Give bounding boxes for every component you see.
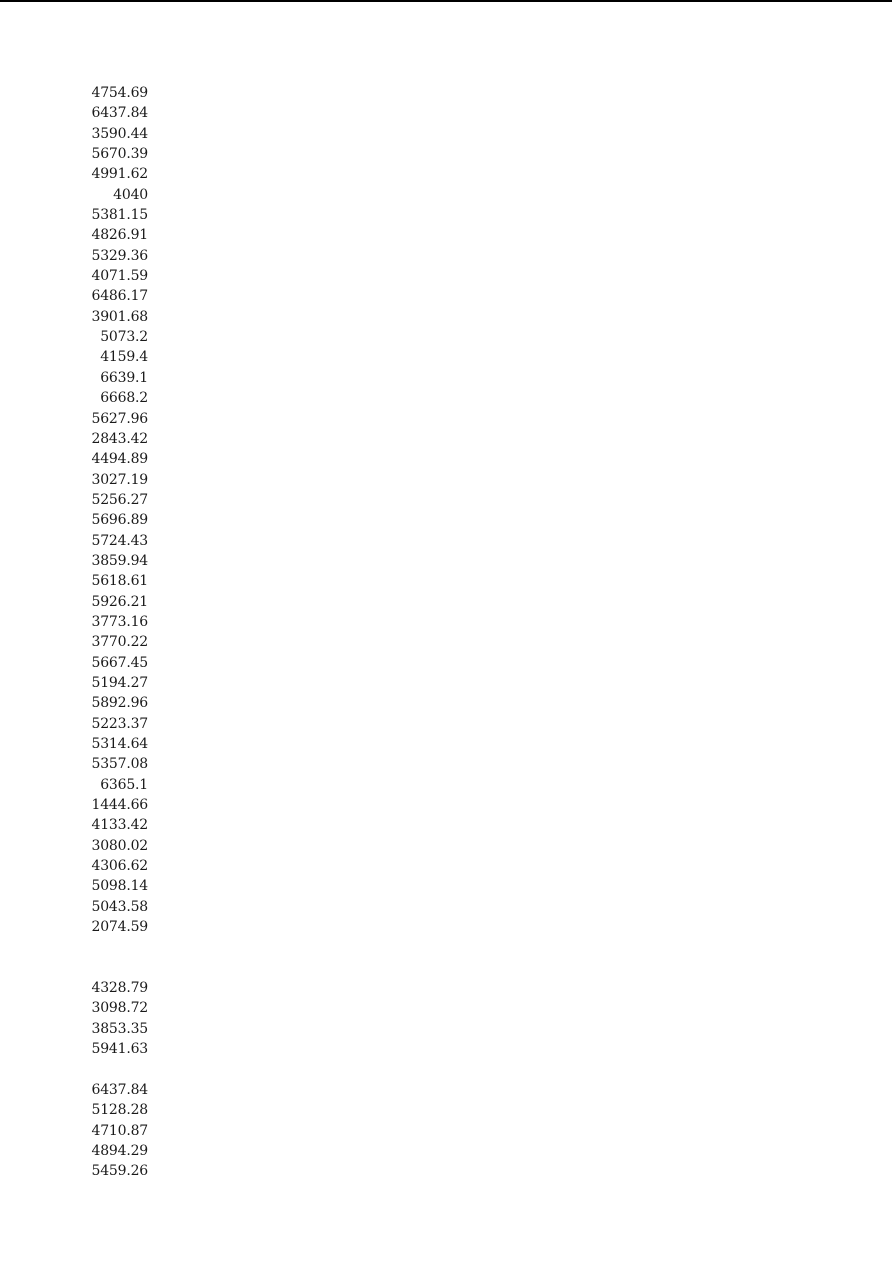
number-cell: 5194.27 xyxy=(91,674,148,691)
number-cell: 5667.45 xyxy=(91,654,148,671)
number-cell: 5670.39 xyxy=(91,146,148,163)
number-cell: 5223.37 xyxy=(91,715,148,732)
number-cell: 4494.89 xyxy=(91,451,148,468)
number-cell: 3080.02 xyxy=(91,837,148,854)
number-cell: 3027.19 xyxy=(91,471,148,488)
number-cell: 3859.94 xyxy=(91,552,148,569)
number-cell: 6365.1 xyxy=(100,776,148,793)
number-cell: 3098.72 xyxy=(91,1000,148,1017)
number-cell: 5926.21 xyxy=(91,593,148,610)
number-cell: 2843.42 xyxy=(91,430,148,447)
number-cell: 3901.68 xyxy=(91,308,148,325)
number-cell: 6437.84 xyxy=(91,105,148,122)
number-cell: 4991.62 xyxy=(91,166,148,183)
number-cell: 4133.42 xyxy=(91,817,148,834)
number-cell: 2074.59 xyxy=(91,919,148,936)
number-cell: 6437.84 xyxy=(91,1081,148,1098)
number-cell: 5314.64 xyxy=(91,736,148,752)
number-cell: 4328.79 xyxy=(91,980,148,997)
number-cell: 4894.29 xyxy=(91,1142,148,1159)
number-cell: 5256.27 xyxy=(91,491,148,508)
number-cell xyxy=(60,958,148,978)
number-cell: 3773.16 xyxy=(91,613,148,630)
number-cell: 5618.61 xyxy=(91,573,148,590)
number-cell: 6486.17 xyxy=(91,288,148,305)
number-cell xyxy=(60,937,148,957)
number-cell: 1444.66 xyxy=(91,797,148,814)
number-column xyxy=(60,83,148,1182)
number-cell xyxy=(60,1060,148,1080)
number-cell: 3590.44 xyxy=(91,125,148,142)
page-top-border xyxy=(0,0,892,2)
number-cell: 4710.87 xyxy=(91,1122,148,1139)
number-cell: 5098.14 xyxy=(91,878,148,895)
number-cell: 5043.58 xyxy=(91,898,148,915)
number-cell: 5724.43 xyxy=(91,532,148,549)
number-cell: 4159.4 xyxy=(100,349,148,366)
number-cell: 5357.08 xyxy=(91,756,148,773)
number-cell: 5329.36 xyxy=(91,247,148,264)
number-cell: 5941.63 xyxy=(91,1041,148,1058)
number-cell: 3770.22 xyxy=(91,634,148,651)
number-cell: 6639.1 xyxy=(100,369,148,386)
number-cell: 3853.35 xyxy=(91,1020,148,1037)
number-cell: 4040 xyxy=(113,186,148,203)
number-cell: 5892.96 xyxy=(91,695,148,712)
number-cell: 4826.91 xyxy=(91,227,148,244)
number-cell: 4071.59 xyxy=(91,268,148,285)
number-cell: 5696.89 xyxy=(91,512,148,529)
number-cell: 5381.15 xyxy=(91,207,148,224)
number-cell: 4754.69 xyxy=(91,85,148,101)
number-cell: 5073.2 xyxy=(100,329,148,346)
number-cell: 5627.96 xyxy=(91,410,148,427)
number-cell: 5128.28 xyxy=(91,1102,148,1119)
number-cell: 5459.26 xyxy=(91,1163,148,1180)
number-cell: 6668.2 xyxy=(100,390,148,407)
number-cell: 4306.62 xyxy=(91,858,148,875)
